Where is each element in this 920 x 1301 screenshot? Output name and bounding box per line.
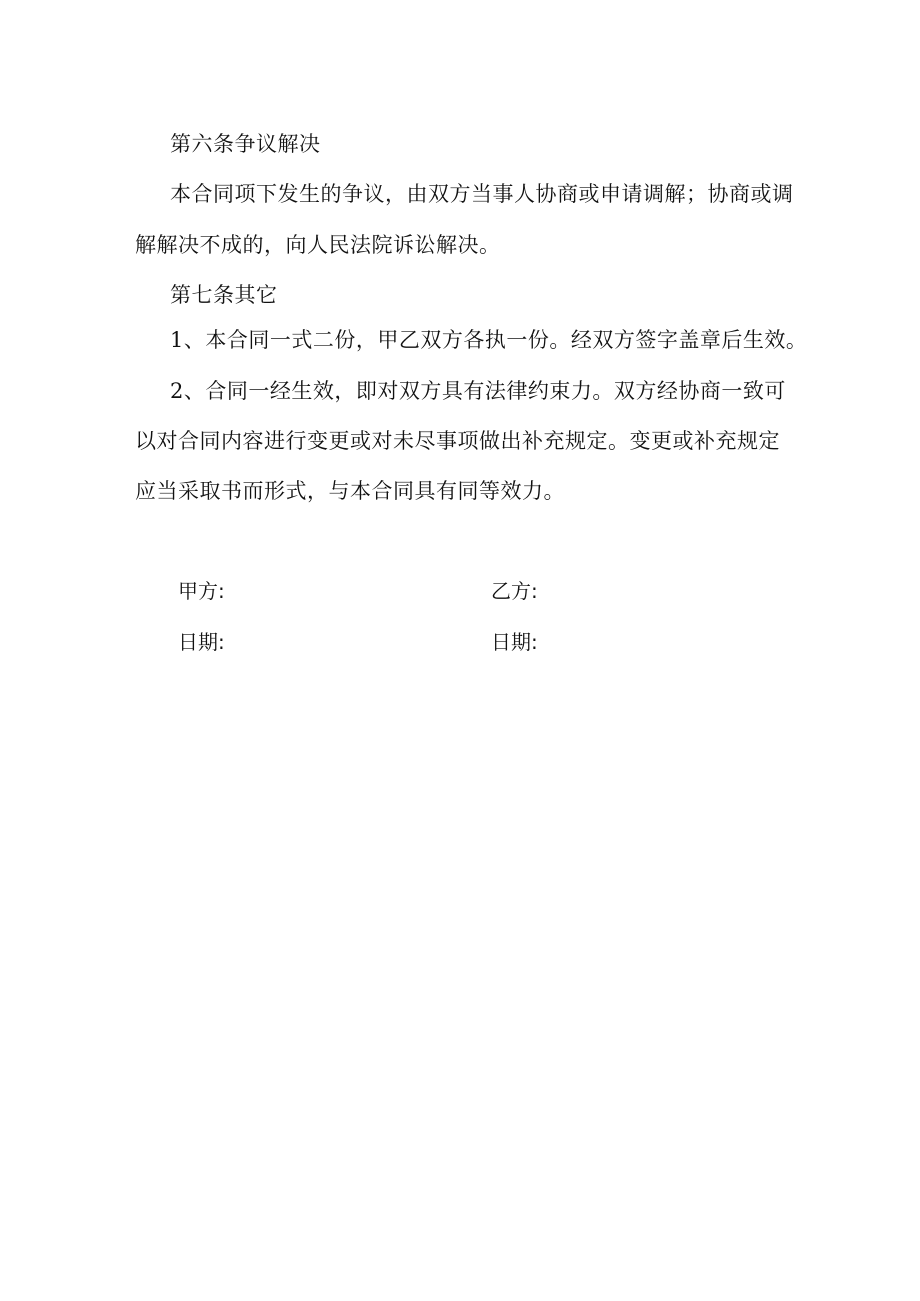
article-7-heading: 第七条其它 [170,283,278,307]
article-7-item-2-line-2: 以对合同内容进行变更或对未尽事项做出补充规定。变更或补充规定 [135,429,780,453]
article-7-item-1: 1、本合同一式二份，甲乙双方各执一份。经双方签字盖章后生效。 [170,328,808,352]
party-b-label: 乙方: [491,579,538,603]
article-7-item-2-line-3: 应当采取书而形式，与本合同具有同等效力。 [135,479,565,503]
article-7-item-2-line-1: 2、合同一经生效，即对双方具有法律约束力。双方经协商一致可 [170,379,786,403]
party-a-label: 甲方: [178,579,225,603]
article-6-paragraph-line-2: 解解决不成的，向人民法院诉讼解决。 [135,233,501,257]
party-a-date-label: 日期: [178,630,225,654]
party-b-date-label: 日期: [491,630,538,654]
article-6-paragraph-line-1: 本合同项下发生的争议，由双方当事人协商或申请调解；协商或调 [170,182,794,206]
article-6-heading: 第六条争议解决 [170,132,321,156]
